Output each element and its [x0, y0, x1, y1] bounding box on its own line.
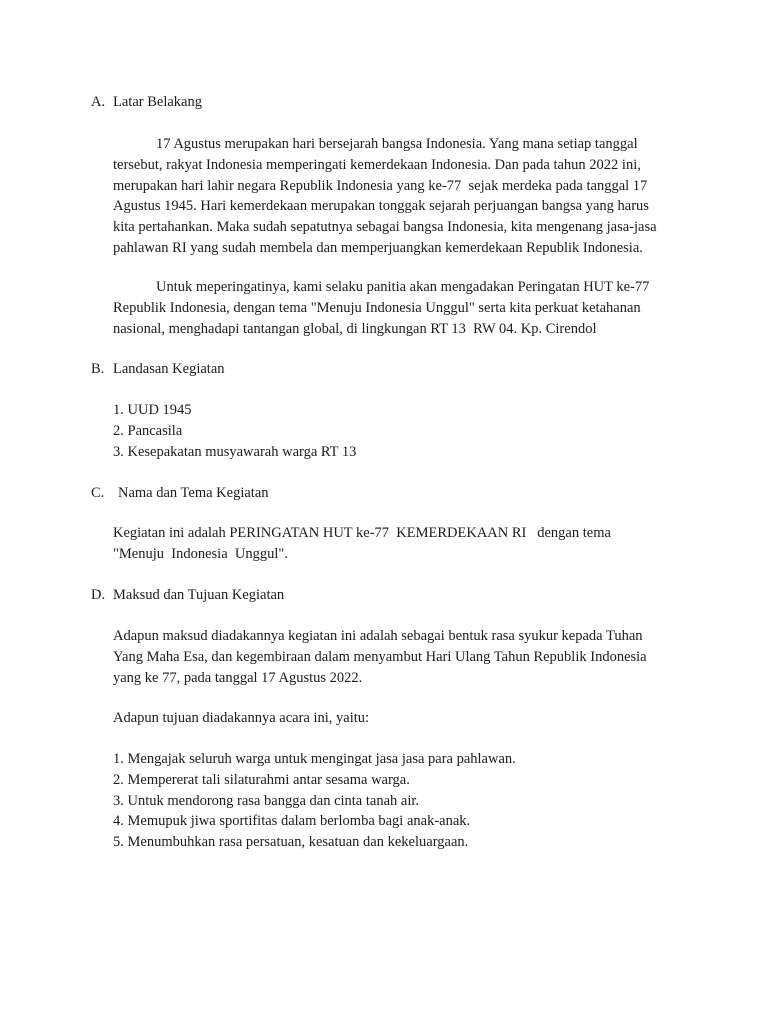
section-c-paragraph: [113, 523, 673, 565]
section-b-letter: B.: [91, 361, 105, 377]
section-d-paragraph-1: [113, 626, 673, 688]
section-c-line-1: Kegiatan ini adalah PERINGATAN HUT ke-77 KEMERDEKAAN RI dengan tema: [113, 525, 611, 541]
section-a-p1-line-3: merupakan hari lahir negara Republik Indonesia yang ke-77 sejak merdeka pada tanggal 17: [113, 177, 648, 194]
section-d-p2-line-1: Adapun tujuan diadakannya acara ini, yaitu:: [113, 710, 370, 726]
section-a-title: Latar Belakang: [113, 94, 202, 110]
section-a-p1-line-6: pahlawan RI yang sudah membela dan memperjuangkan kemerdekaan Republik Indonesia.: [113, 239, 643, 256]
section-a-p2-line-1: Untuk meperingatinya, kami selaku panitia akan mengadakan Peringatan HUT ke-77: [156, 279, 650, 295]
section-c-letter: C.: [91, 485, 105, 501]
section-a-p2-line-2: Republik Indonesia, dengan tema "Menuju Indonesia Unggul" serta kita perkuat ketahanan: [113, 299, 641, 316]
section-d-letter: D.: [91, 587, 106, 603]
list-item: 3. Kesepakatan musyawarah warga RT 13: [113, 443, 357, 460]
section-c-line-2: "Menuju Indonesia Unggul".: [113, 545, 288, 562]
section-d-list: [113, 749, 673, 853]
section-a-letter: A.: [91, 94, 106, 110]
section-d-title: Maksud dan Tujuan Kegiatan: [113, 587, 285, 603]
section-d-paragraph-2: [113, 708, 673, 729]
list-item: 2. Mempererat tali silaturahmi antar sesama warga.: [113, 771, 410, 788]
section-b-list: [113, 400, 673, 462]
section-d-p1-line-1: Adapun maksud diadakannya kegiatan ini adalah sebagai bentuk rasa syukur kepada Tuhan: [113, 628, 643, 644]
section-a-p1-line-2: tersebut, rakyat Indonesia memperingati kemerdekaan Indonesia. Dan pada tahun 2022 ini,: [113, 156, 641, 173]
section-a-p1-line-4: Agustus 1945. Hari kemerdekaan merupakan tonggak sejarah perjuangan bangsa yang harus: [113, 198, 649, 215]
section-d-p1-line-2: Yang Maha Esa, dan kegembiraan dalam menyambut Hari Ulang Tahun Republik Indonesia: [113, 648, 647, 665]
list-item: 1. Mengajak seluruh warga untuk mengingat jasa jasa para pahlawan.: [113, 751, 516, 767]
section-a-paragraph-1: [113, 134, 673, 259]
section-d-p1-line-3: yang ke 77, pada tanggal 17 Agustus 2022.: [113, 669, 363, 686]
list-item: 5. Menumbuhkan rasa persatuan, kesatuan dan kekeluargaan.: [113, 834, 469, 851]
section-a-p1-line-5: kita pertahankan. Maka sudah sepatutnya sebagai bangsa Indonesia, kita mengenang jasa-jasa: [113, 219, 657, 236]
section-b-title: Landasan Kegiatan: [113, 361, 225, 377]
section-a-p1-line-1: 17 Agustus merupakan hari bersejarah bangsa Indonesia. Yang mana setiap tanggal: [156, 136, 638, 152]
list-item: 2. Pancasila: [113, 422, 183, 439]
section-c-title: Nama dan Tema Kegiatan: [118, 485, 269, 501]
section-a-p2-line-3: nasional, menghadapi tantangan global, di lingkungan RT 13 RW 04. Kp. Cirendol: [113, 320, 597, 337]
list-item: 4. Memupuk jiwa sportifitas dalam berlomba bagi anak-anak.: [113, 813, 471, 830]
list-item: 1. UUD 1945: [113, 402, 192, 418]
section-a-paragraph-2: [113, 277, 673, 339]
list-item: 3. Untuk mendorong rasa bangga dan cinta tanah air.: [113, 792, 420, 809]
